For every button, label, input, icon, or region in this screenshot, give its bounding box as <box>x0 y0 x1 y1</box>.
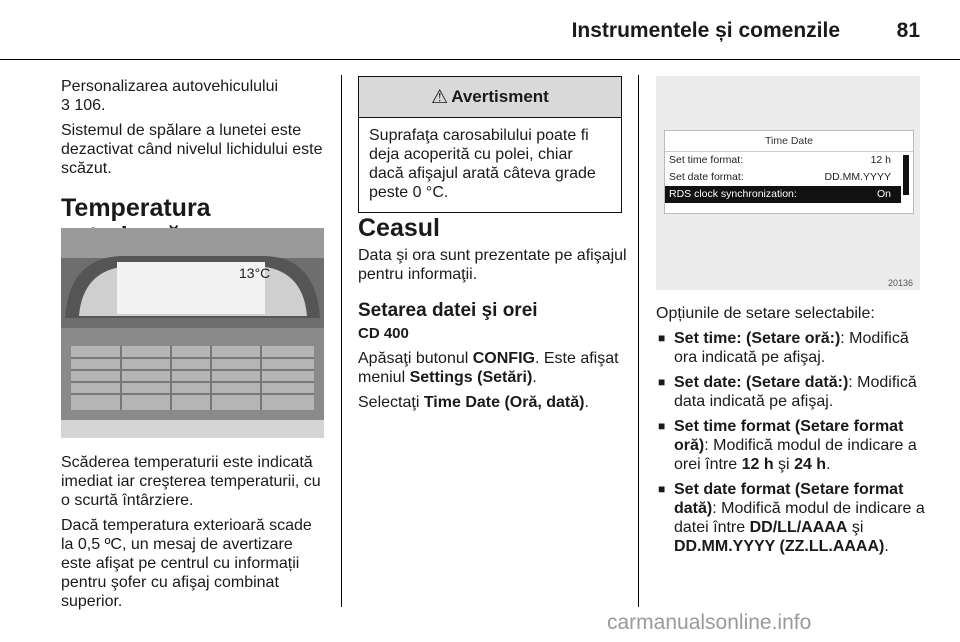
page-number: 81 <box>896 19 920 42</box>
page-reference[interactable]: 106. <box>74 97 106 114</box>
screen-row-label: Set date format: <box>669 171 744 183</box>
option-name: Set date: (Setare dată:) <box>674 374 849 391</box>
text-press: Apăsaţi butonul <box>358 350 473 367</box>
screen-row-value: DD.MM.YYYY <box>824 171 891 183</box>
settings-menu-label: Settings (Setări) <box>409 369 533 386</box>
section-heading-temperature: Temperatura <box>61 194 211 222</box>
option-value: 24 h <box>794 456 827 473</box>
paragraph-warning-message: Dacă temperatura exterioară scade la 0,5 ºC, un mesaj de avertizare este afişat pe centrul cu informații pentru şofer cu afişaj combinat superior. <box>61 517 312 610</box>
time-date-screen <box>664 130 914 214</box>
paragraph-temperature-drop: Scăderea temperaturii este indicată imediat iar creşterea temperaturii, cu o scurtă întârziere. <box>61 454 321 509</box>
text-period: . <box>826 456 831 473</box>
personalization-text: Personalizarea autovehiculului <box>61 78 279 95</box>
text-period: . <box>584 394 589 411</box>
image-number: 20136 <box>888 278 914 288</box>
warning-triangle-icon: ⚠ <box>431 86 449 108</box>
bullet-icon: ■ <box>658 375 666 389</box>
page-reference-icon: 3 <box>61 97 75 114</box>
list-item <box>656 373 926 411</box>
screen-title: Time Date <box>665 131 913 152</box>
page-header-title: Instrumentele și comenzile <box>571 19 840 42</box>
option-connector: şi <box>847 519 864 536</box>
warning-header <box>359 77 621 118</box>
text-period: . <box>532 369 537 386</box>
option-value: DD.MM.YYYY (ZZ.LL.AAAA) <box>674 538 885 555</box>
config-button-label: CONFIG <box>472 350 535 367</box>
list-item <box>656 417 926 474</box>
column-3 <box>656 304 926 562</box>
bullet-icon: ■ <box>658 482 666 496</box>
option-value: DD/LL/AAAA <box>749 519 848 536</box>
text-period: . <box>884 538 889 555</box>
screen-scrollbar <box>903 155 909 195</box>
option-description: : Modifică modul de indicare a orei între <box>674 437 917 473</box>
paragraph-select <box>358 393 628 412</box>
paragraph-config <box>358 349 628 387</box>
screen-row-rds-sync <box>665 186 901 203</box>
list-item <box>656 329 926 367</box>
paragraph-washer: Sistemul de spălare a lunetei este dezactivat când nivelul lichidului este scăzut. <box>61 122 323 177</box>
option-connector: şi <box>773 456 795 473</box>
option-name: Set time format (Setare format oră) <box>674 418 904 454</box>
option-description: : Modifică data indicată pe afişaj. <box>674 374 917 410</box>
bullet-icon: ■ <box>658 419 666 433</box>
column-divider-2 <box>638 75 639 607</box>
watermark: carmanualsonline.info <box>607 611 812 634</box>
column-divider-1 <box>341 75 342 607</box>
paragraph-personalization <box>61 77 326 115</box>
screen-row-time-format <box>665 152 901 169</box>
section-heading-clock: Ceasul <box>358 214 440 242</box>
screen-row-value: 12 h <box>870 154 891 166</box>
list-item <box>656 480 926 556</box>
column-2 <box>358 214 628 418</box>
time-date-menu-label: Time Date (Oră, dată) <box>423 394 585 411</box>
dashboard-photo <box>61 228 324 438</box>
paragraph-options-intro: Opțiunile de setare selectabile: <box>656 305 875 322</box>
screen-row-value: On <box>876 188 891 200</box>
option-value: 12 h <box>741 456 774 473</box>
text-select: Selectaţi <box>358 394 424 411</box>
subheading-set-date-time: Setarea datei şi orei <box>358 300 538 321</box>
column-1-lower <box>61 453 326 611</box>
header-rule <box>0 59 960 60</box>
option-description: : Modifică ora indicată pe afişaj. <box>674 330 909 366</box>
paragraph-clock: Data şi ora sunt prezentate pe afişajul pentru informaţii. <box>358 247 627 283</box>
bullet-icon: ■ <box>658 331 666 345</box>
display-temperature: 13°C <box>239 265 271 281</box>
warning-body: Suprafaţa carosabilului poate fi deja acoperită cu polei, chiar dacă afişajul arată câteva grade peste 0 °C. <box>369 127 596 201</box>
screen-row-date-format <box>665 169 901 186</box>
model-label: CD 400 <box>358 325 409 342</box>
option-name: Set date format (Setare format dată) <box>674 481 904 517</box>
warning-box <box>358 76 622 213</box>
screen-row-label: RDS clock synchronization: <box>669 188 797 200</box>
text-menu-shown: . Este afişat meniul <box>358 350 619 386</box>
options-list <box>656 329 926 556</box>
screen-row-label: Set time format: <box>669 154 744 166</box>
option-name: Set time: (Setare oră:) <box>674 330 841 347</box>
option-description: : Modifică modul de indicare a datei între <box>674 500 925 536</box>
warning-title: Avertisment <box>451 87 549 106</box>
